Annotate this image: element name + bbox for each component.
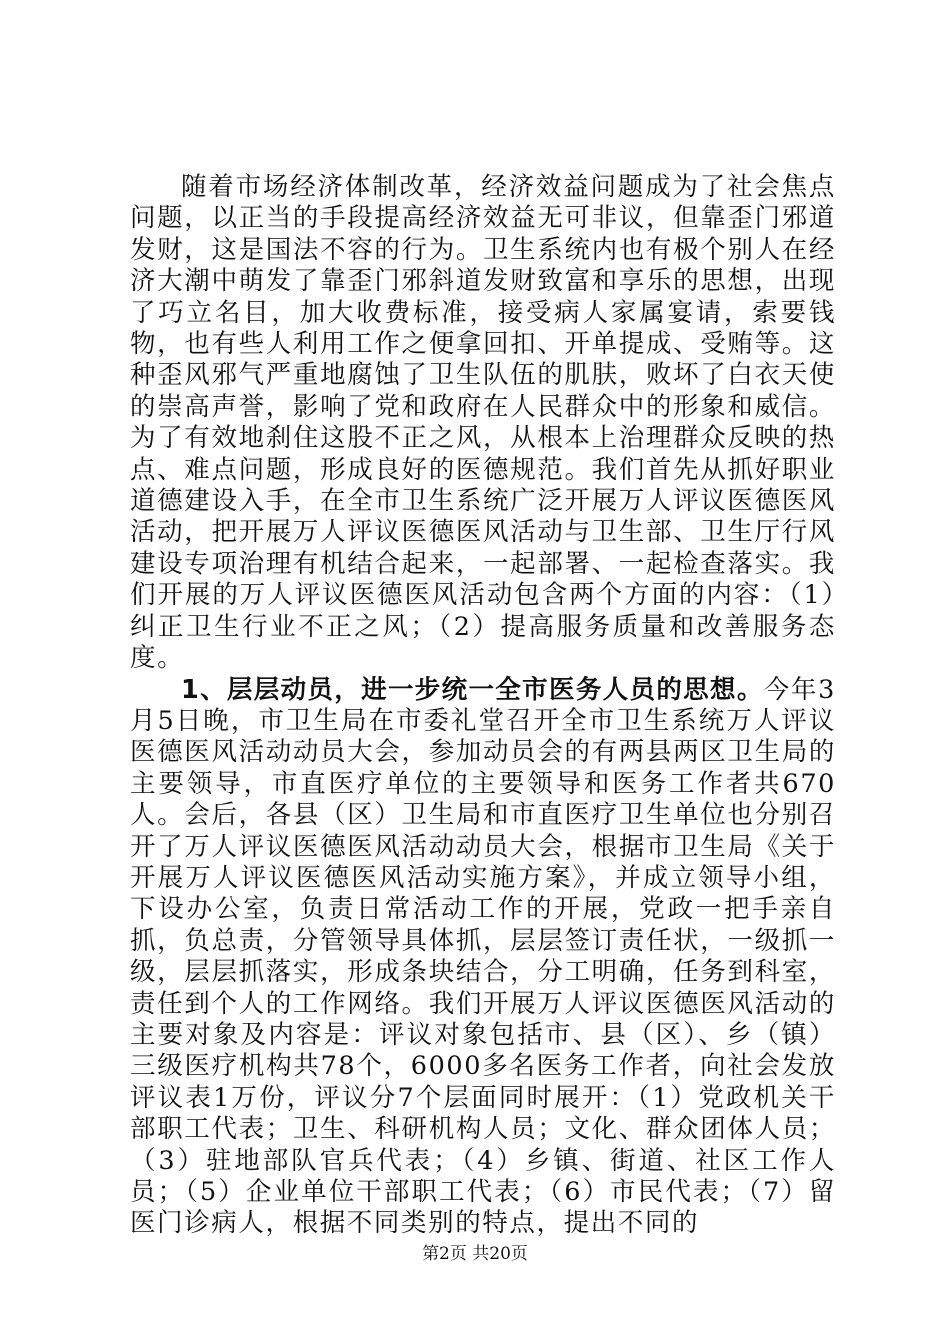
section-body-text: 今年3月5日晚，市卫生局在市委礼堂召开全市卫生系统万人评议医德医风活动动员大会，参加动员会的有两县两区卫生局的主要领导，市直医疗单位的主要领导和医务工作者共670人。会后，各县（区）卫生局和市直医疗卫生单位也分别召开了万人评议医德医风活动动员大会，根据市卫生局《关于开展万人评议医德医风活动实施方案》，并成立领导小组，下设办公室，负责日常活动工作的开展，党政一把手亲自抓，负总责，分管领导具体抓，层层签订责任状，一级抓一级，层层抓落实，形成条块结合，分工明确，任务到科室，责任到个人的工作网络。我们开展万人评议医德医风活动的主要对象及内容是：评议对象包括市、县（区）、乡（镇）三级医疗机构共78个，6000多名医务工作者，向社会发放评议表1万份，评议分7个层面同时展开：（1）党政机关干部职工代表；卫生、科研机构人员；文化、群众团体人员；（3）驻地部队官兵代表；（4）乡镇、街道、社区工作人员；（5）企业单位干部职工代表；（6）市民代表；（7）留医门诊病人，根据不同类别的特点，提出不同的	[130, 674, 836, 1239]
page-number-footer: 第2页 共20页	[422, 1244, 528, 1264]
body-paragraph: 随着市场经济体制改革，经济效益问题成为了社会焦点问题，以正当的手段提高经济效益无可非议，但靠歪门邪道发财，这是国法不容的行为。卫生系统内也有极个别人在经济大潮中萌发了靠歪门邪斜道发财致富和享乐的思想，出现了巧立名目，加大收费标准，接受病人家属宴请，索要钱物，也有些人利用工作之便拿回扣、开单提成、受贿等。这种歪风邪气严重地腐蚀了卫生队伍的肌肤，败坏了白衣天使的崇高声誉，影响了党和政府在人民群众中的形象和威信。为了有效地刹住这股不正之风，从根本上治理群众反映的热点、难点问题，形成良好的医德规范。我们首先从抓好职业道德建设入手，在全市卫生系统广泛开展万人评议医德医风活动，把开展万人评议医德医风活动与卫生部、卫生厅行风建设专项治理有机结合起来，一起部署、一起检查落实。我们开展的万人评议医德医风活动包含两个方面的内容：（1）纠正卫生行业不正之风；（2）提高服务质量和改善服务态度。	[130, 172, 836, 674]
section-heading: 1、层层动员，进一步统一全市医务人员的思想。	[181, 674, 764, 705]
document-body	[130, 172, 836, 1240]
section-paragraph	[130, 675, 836, 1240]
